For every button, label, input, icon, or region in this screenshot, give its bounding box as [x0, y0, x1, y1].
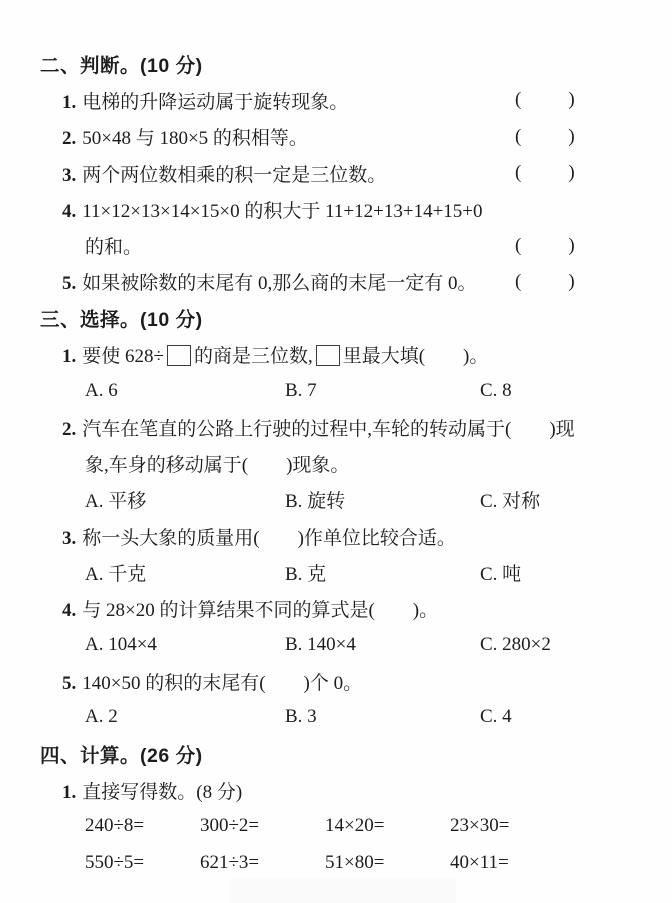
question-number: 5. [62, 273, 77, 295]
answer-brackets: ( ) [515, 270, 576, 292]
question-text: 两个两位数相乘的积一定是三位数。 [82, 164, 387, 186]
calc-row-1 [85, 808, 672, 844]
option-c: C. 4 [480, 706, 512, 728]
option-a: A. 104×4 [85, 633, 157, 655]
calc-expression: 240÷8= [85, 815, 145, 837]
question-text: 称一头大象的质量用( )作单位比较合适。 [82, 527, 456, 549]
judge-section-title: 二、判断。(10 分) [40, 55, 203, 78]
judge-question-1 [62, 82, 650, 118]
option-b: B. 旋转 [285, 491, 346, 513]
question-number: 4. [62, 200, 77, 222]
answer-brackets: ( ) [515, 89, 576, 111]
choice-question-2-line1 [62, 409, 650, 445]
choice-question-3 [62, 518, 650, 554]
choice-question-4 [62, 590, 650, 626]
question-text: 50×48 与 180×5 的积相等。 [82, 128, 308, 150]
choice-section-title-row [40, 300, 650, 336]
question-text: 电梯的升降运动属于旋转现象。 [82, 91, 349, 113]
calc-expression: 621÷3= [200, 851, 260, 873]
choice-section-title: 三、选择。(10 分) [40, 309, 203, 332]
answer-brackets: ( ) [515, 162, 576, 184]
question-text-continued: 的和。 [85, 237, 143, 259]
question-number: 3. [62, 164, 77, 186]
judge-question-4-line1 [62, 191, 650, 227]
option-a: A. 6 [85, 379, 118, 401]
scan-artifact-shadow [230, 878, 456, 903]
choice-question-1-options [85, 373, 672, 409]
choice-question-5-options [85, 699, 672, 735]
question-text: 的商是三位数, [193, 346, 313, 368]
question-text: 11×12×13×14×15×0 的积大于 11+12+13+14+15+0 [82, 200, 483, 222]
option-c: C. 吨 [480, 563, 522, 585]
calc-section-title: 四、计算。(26 分) [40, 744, 203, 767]
calc-expression: 40×11= [450, 851, 509, 873]
calc-row-2 [85, 845, 672, 881]
answer-blank-box [167, 345, 191, 366]
calc-section-title-row [40, 736, 650, 772]
calc-expression: 300÷2= [200, 815, 260, 837]
choice-question-2-options [85, 482, 672, 518]
question-text: 要使 628÷ [82, 346, 164, 368]
option-c: C. 对称 [480, 491, 541, 513]
choice-question-1 [62, 336, 650, 372]
question-number: 1. [62, 346, 77, 368]
option-a: A. 千克 [85, 563, 147, 585]
choice-question-5 [62, 663, 650, 699]
calc-expression: 23×30= [450, 815, 510, 837]
choice-question-2-line2 [85, 445, 650, 481]
subsection-text: 直接写得数。(8 分) [82, 781, 243, 803]
judge-question-2 [62, 119, 650, 155]
option-a: A. 2 [85, 706, 118, 728]
judge-section-title-row [40, 46, 650, 82]
judge-question-4-line2 [85, 227, 650, 263]
question-text-continued: 象,车身的移动属于( )现象。 [85, 454, 350, 476]
question-number: 4. [62, 600, 77, 622]
option-c: C. 280×2 [480, 633, 551, 655]
question-number: 2. [62, 418, 77, 440]
option-b: B. 3 [285, 706, 317, 728]
question-text: 里最大填( )。 [342, 346, 489, 368]
answer-blank-box [316, 345, 340, 366]
option-c: C. 8 [480, 379, 512, 401]
option-b: B. 7 [285, 379, 317, 401]
answer-brackets: ( ) [515, 125, 576, 147]
question-text: 汽车在笔直的公路上行驶的过程中,车轮的转动属于( )现 [82, 418, 575, 440]
question-text: 140×50 的积的末尾有( )个 0。 [82, 672, 363, 694]
calc-expression: 14×20= [325, 815, 385, 837]
judge-question-5 [62, 264, 650, 300]
option-b: B. 克 [285, 563, 327, 585]
question-number: 1. [62, 781, 77, 803]
answer-brackets: ( ) [515, 234, 576, 256]
calc-subsection-1 [62, 772, 650, 808]
question-text: 与 28×20 的计算结果不同的算式是( )。 [82, 600, 439, 622]
question-number: 1. [62, 91, 77, 113]
calc-expression: 550÷5= [85, 851, 145, 873]
question-text: 如果被除数的末尾有 0,那么商的末尾一定有 0。 [82, 273, 477, 295]
option-b: B. 140×4 [285, 633, 356, 655]
question-number: 3. [62, 527, 77, 549]
option-a: A. 平移 [85, 491, 147, 513]
calc-expression: 51×80= [325, 851, 385, 873]
judge-question-3 [62, 155, 650, 191]
choice-question-4-options [85, 627, 672, 663]
choice-question-3-options [85, 554, 672, 590]
question-number: 5. [62, 672, 77, 694]
question-number: 2. [62, 128, 77, 150]
